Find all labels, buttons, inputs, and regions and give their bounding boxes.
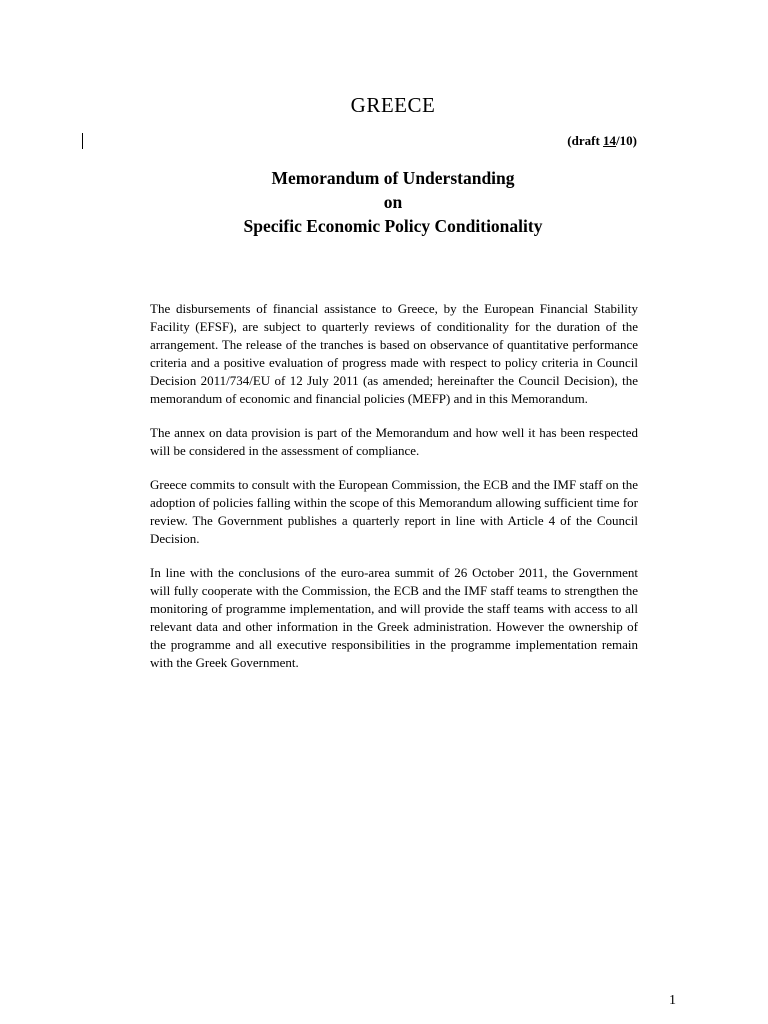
draft-prefix: (draft — [567, 133, 604, 148]
paragraph-consultation: Greece commits to consult with the European Commission, the ECB and the IMF staff on the adoption of policies falling within the scope of this Memorandum allowing sufficient time for review. The Government publishes a quarterly report in line with Article 4 of the Council Decision. — [150, 477, 638, 546]
title-line-1: Memorandum of Understanding — [271, 168, 515, 188]
country-heading: GREECE — [350, 93, 436, 117]
paragraph-data-provision: The annex on data provision is part of the Memorandum and how well it has been respected will be considered in the assessment of compliance. — [150, 425, 638, 458]
document-title — [0, 166, 768, 238]
draft-number: 14 — [603, 133, 617, 148]
page-number: 1 — [669, 993, 676, 1008]
title-line-3: Specific Economic Policy Conditionality — [243, 216, 543, 236]
revision-change-bar — [82, 133, 83, 149]
title-line-2: on — [383, 192, 403, 212]
paragraph-cooperation: In line with the conclusions of the euro-area summit of 26 October 2011, the Government will fully cooperate with the Commission, the ECB and the IMF staff teams to strengthen the monitoring of programme implementation, and will provide the staff teams with access to all relevant data and other information in the Greek administration. However the ownership of the programme and all executive responsibilities in the programme implementation remain with the Greek Government. — [150, 565, 638, 670]
draft-suffix: /10) — [616, 133, 637, 148]
draft-version-note — [567, 133, 637, 149]
body-text — [150, 300, 638, 688]
paragraph-disbursements: The disbursements of financial assistance to Greece, by the European Financial Stability Facility (EFSF), are subject to quarterly reviews of conditionality for the duration of the arrangement. The release of the tranches is based on observance of quantitative performance criteria and a positive evaluation of progress made with respect to policy criteria in Council Decision 2011/734/EU of 12 July 2011 (as amended; hereinafter the Council Decision), the memorandum of economic and financial policies (MEFP) and in this Memorandum. — [150, 301, 638, 406]
